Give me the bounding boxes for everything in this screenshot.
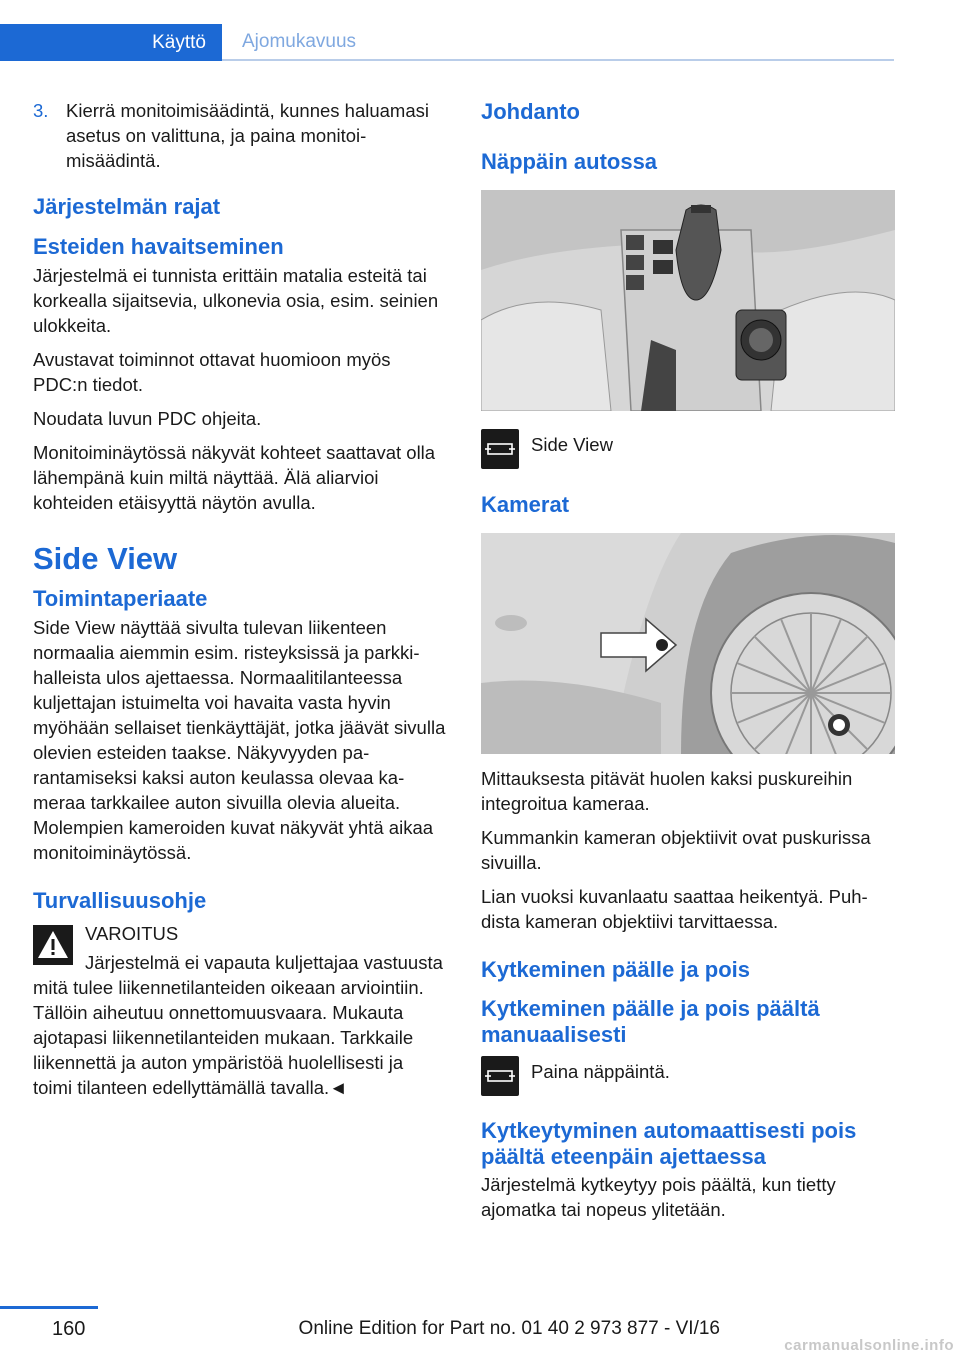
warning-triangle-icon — [33, 925, 73, 965]
principle-heading: Toimintaperiaate — [33, 586, 208, 611]
limits-heading: Järjestelmän rajat — [33, 194, 221, 219]
auto-off-paragraph: Järjestelmä kytkeytyy pois päältä, kun tietty ajomatka tai nopeus ylitetään. — [481, 1174, 836, 1220]
warning-block — [33, 921, 446, 1100]
step-number: 3. — [33, 100, 49, 121]
right-column — [481, 98, 894, 1231]
side-view-button-icon — [481, 429, 519, 469]
footer-rule — [0, 1306, 98, 1309]
page-number: 160 — [52, 1318, 86, 1340]
list-item — [33, 98, 446, 173]
left-column — [33, 98, 446, 1109]
sideview-heading: Side View — [33, 541, 178, 576]
cameras-heading: Kamerat — [481, 492, 570, 517]
warning-title: VAROITUS — [85, 923, 179, 944]
center-console-image — [481, 190, 895, 411]
warning-text: Järjestelmä ei vapauta kuljettajaa vastuusta mitä tulee liikennetilanteiden oikeaan arviointiin. Tällöin aiheutuu onnettomuusvaara. Mukauta ajotapasi liikennetilanteiden mukaan. Tarkkaile liikennettä ja auton ympäristöä huolellisesti ja toimi tilanteen edellyttämällä tavalla.◄ — [33, 952, 443, 1098]
obstacle-heading: Esteiden havaitseminen — [33, 234, 284, 259]
step-text: Kierrä monitoimisäädintä, kunnes haluamasi asetus on valittuna, ja paina monitoimisäädintä. — [66, 100, 429, 171]
cameras-paragraph-3: Lian vuoksi kuvanlaatu saattaa heikentyä. Puhdista kameran objektiivi tarvittaessa. — [481, 886, 868, 932]
tab-kaytto[interactable]: Käyttö — [0, 24, 222, 61]
obstacle-paragraph-2: Avustavat toiminnot ottavat huomioon myös PDC:n tiedot. — [33, 349, 391, 395]
auto-off-heading: Kytkeytyminen automaattisesti pois päältä eteenpäin ajettaessa — [481, 1118, 857, 1169]
safety-heading: Turvallisuusohje — [33, 888, 207, 913]
principle-paragraph: Side View näyttää sivulta tulevan liikenteen normaalia aiemmin esim. risteyksissä ja parkkihalleista ulos ajettaessa. Normaalitilanteessa kuljettajan istuimelta voi havaita vasta hyvin myöhään sellaiset tienkäyttäjät, jotka jäävät sivulla olevien esteiden taakse. Näkyvyyden parantamiseksi kaksi auton keulassa olevaa kameraa tarkkailee auton sivuilla olevia alueita. Molempien kameroiden kuvat näkyvät yhtä aikaa monitoiminäytössä. — [33, 617, 446, 863]
footer-edition: Online Edition for Part no. 01 40 2 973 877 - VI/16 — [298, 1318, 720, 1339]
press-button-label: Paina näppäintä. — [531, 1060, 670, 1082]
tab-ajomukavuus[interactable]: Ajomukavuus — [222, 24, 894, 61]
obstacle-paragraph-4: Monitoiminäytössä näkyvät kohteet saattavat olla lähempänä kuin miltä näyttää. Älä aliarvioi kohteiden etäisyyttä näytön avulla. — [33, 442, 436, 513]
obstacle-paragraph-1: Järjestelmä ei tunnista erittäin matalia esteitä tai korkealla sijaitsevia, ulkonevia osia, esim. seinien ulokkeita. — [33, 265, 439, 336]
obstacle-paragraph-3: Noudata luvun PDC ohjeita. — [33, 408, 262, 429]
cameras-paragraph-2: Kummankin kameran objektiivit ovat puskurissa sivuilla. — [481, 827, 871, 873]
watermark-visible: carmanualsonline.info — [784, 1337, 954, 1354]
cameras-paragraph-1: Mittauksesta pitävät huolen kaksi puskureihin integroitua kameraa. — [481, 768, 853, 814]
side-view-button-icon-2 — [481, 1056, 519, 1096]
onoff-heading: Kytkeminen päälle ja pois — [481, 957, 750, 982]
side-view-label: Side View — [531, 433, 613, 455]
manual-heading: Kytkeminen päälle ja pois päältä manuaalisesti — [481, 996, 820, 1047]
intro-heading: Johdanto — [481, 99, 580, 124]
button-heading: Näppäin autossa — [481, 149, 658, 174]
page-header — [0, 0, 960, 64]
camera-location-image — [481, 533, 895, 754]
